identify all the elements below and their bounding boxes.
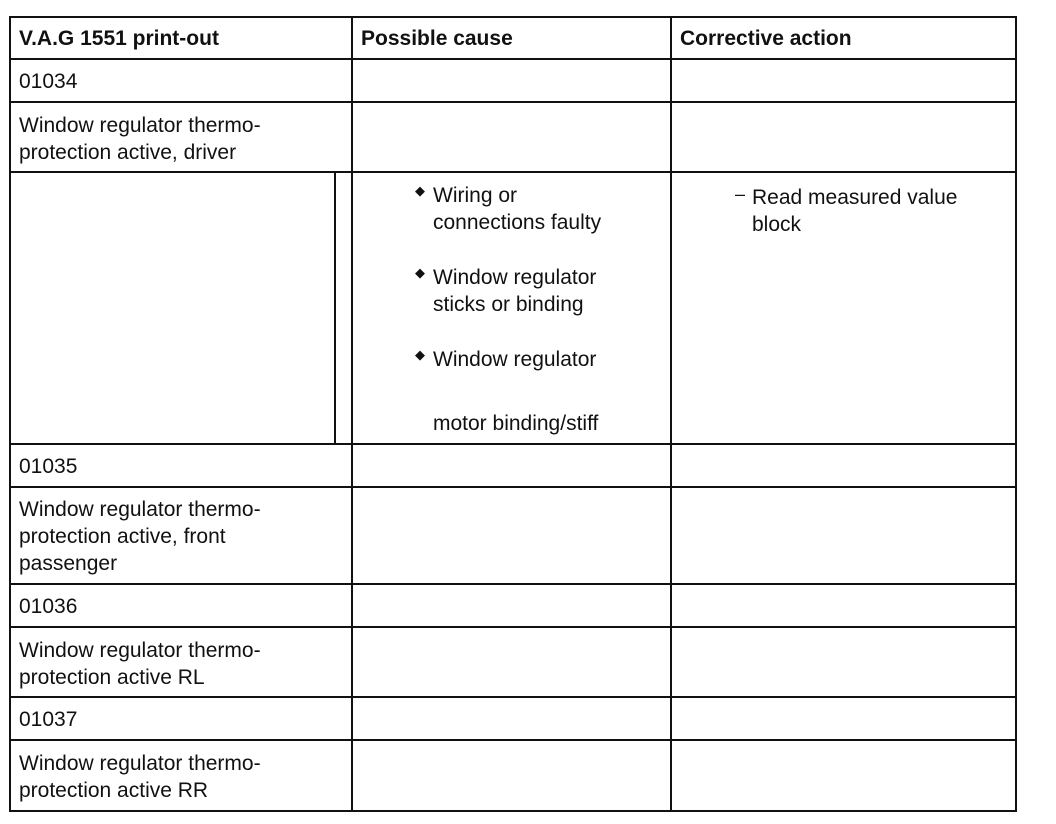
fault-description-01036: Window regulator thermo- protection active RL xyxy=(19,639,261,689)
fault-description-01037: Window regulator thermo- protection active RR xyxy=(19,752,261,802)
fault-code-01036: 01036 xyxy=(19,595,78,618)
fault-description-01034: Window regulator thermo- protection active, driver xyxy=(19,114,261,164)
row-divider xyxy=(9,739,1017,741)
cause-item xyxy=(415,182,655,242)
corrective-action-text: Read measured value block xyxy=(752,186,958,236)
cause-label: Wiring or connections faulty xyxy=(433,184,602,234)
fault-code-table xyxy=(9,16,1017,812)
table-border-left xyxy=(9,16,11,812)
diamond-bullet-icon: ◆ xyxy=(415,265,425,280)
row-divider xyxy=(9,696,1017,698)
cause-label: Window regulator xyxy=(433,348,597,371)
row-divider xyxy=(9,486,1017,488)
header-divider xyxy=(9,58,1017,60)
cause-item xyxy=(415,264,655,324)
fault-code-01037: 01037 xyxy=(19,708,78,731)
row-divider xyxy=(9,101,1017,103)
fault-code-01035: 01035 xyxy=(19,455,78,478)
row-divider xyxy=(9,443,1017,445)
cause-continuation: motor binding/stiff xyxy=(433,412,599,435)
cause-label: Window regulator sticks or binding xyxy=(433,266,597,316)
table-border-top xyxy=(9,16,1017,18)
cause-item xyxy=(415,346,655,376)
header-corrective-action: Corrective action xyxy=(680,27,852,50)
diamond-bullet-icon: ◆ xyxy=(415,183,425,198)
column-divider xyxy=(670,16,672,812)
table-border-bottom xyxy=(9,810,1017,812)
sub-column-divider xyxy=(334,171,336,443)
table-border-right xyxy=(1015,16,1017,812)
header-possible-cause: Possible cause xyxy=(361,27,513,50)
header-printout: V.A.G 1551 print-out xyxy=(19,27,219,50)
dash-marker-icon: – xyxy=(735,184,746,204)
row-divider xyxy=(9,583,1017,585)
row-divider xyxy=(9,171,1017,173)
fault-description-01035: Window regulator thermo- protection active, front passenger xyxy=(19,498,261,575)
column-divider xyxy=(351,16,353,812)
row-divider xyxy=(9,626,1017,628)
fault-code-01034: 01034 xyxy=(19,70,78,93)
diamond-bullet-icon: ◆ xyxy=(415,347,425,362)
